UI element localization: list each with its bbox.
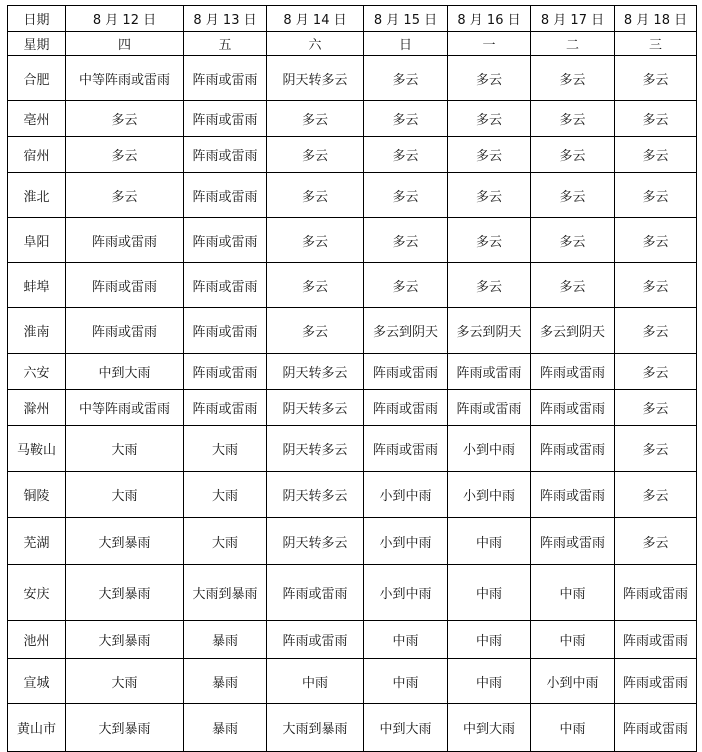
forecast-table-body xyxy=(8,6,697,752)
forecast-cell: 多云到阴天 xyxy=(531,308,615,354)
forecast-cell: 小到中雨 xyxy=(364,472,448,518)
city-name-cell: 芜湖 xyxy=(8,518,66,565)
weekday-header-cell: 四 xyxy=(66,32,184,56)
table-row xyxy=(8,173,697,218)
forecast-cell: 多云 xyxy=(615,101,697,137)
table-row xyxy=(8,101,697,137)
forecast-cell: 大雨 xyxy=(184,518,267,565)
forecast-cell: 中雨 xyxy=(448,659,531,704)
forecast-cell: 多云 xyxy=(615,354,697,390)
forecast-cell: 多云 xyxy=(531,56,615,101)
table-row xyxy=(8,354,697,390)
forecast-cell: 多云 xyxy=(448,218,531,263)
forecast-cell: 暴雨 xyxy=(184,659,267,704)
forecast-cell: 多云 xyxy=(615,263,697,308)
forecast-cell: 多云 xyxy=(615,472,697,518)
forecast-cell: 多云 xyxy=(364,173,448,218)
forecast-cell: 阴天转多云 xyxy=(267,390,364,426)
forecast-cell: 阵雨或雷雨 xyxy=(615,659,697,704)
forecast-cell: 中等阵雨或雷雨 xyxy=(66,56,184,101)
forecast-cell: 大雨到暴雨 xyxy=(267,704,364,752)
forecast-cell: 大到暴雨 xyxy=(66,565,184,621)
forecast-cell: 多云 xyxy=(364,101,448,137)
table-row xyxy=(8,659,697,704)
forecast-cell: 阵雨或雷雨 xyxy=(184,308,267,354)
forecast-cell: 多云 xyxy=(448,137,531,173)
forecast-cell: 多云 xyxy=(267,137,364,173)
forecast-cell: 中雨 xyxy=(448,518,531,565)
forecast-cell: 大雨 xyxy=(184,472,267,518)
city-name-cell: 滁州 xyxy=(8,390,66,426)
date-header-cell: 8 月 18 日 xyxy=(615,6,697,32)
forecast-cell: 多云 xyxy=(531,173,615,218)
forecast-cell: 阵雨或雷雨 xyxy=(364,390,448,426)
forecast-cell: 大雨 xyxy=(66,659,184,704)
date-header-cell: 8 月 16 日 xyxy=(448,6,531,32)
date-header-cell: 8 月 13 日 xyxy=(184,6,267,32)
forecast-cell: 阵雨或雷雨 xyxy=(184,218,267,263)
table-row xyxy=(8,621,697,659)
forecast-cell: 阵雨或雷雨 xyxy=(615,565,697,621)
city-name-cell: 合肥 xyxy=(8,56,66,101)
forecast-cell: 阵雨或雷雨 xyxy=(184,173,267,218)
forecast-cell: 小到中雨 xyxy=(448,426,531,472)
forecast-cell: 多云 xyxy=(615,426,697,472)
forecast-cell: 阵雨或雷雨 xyxy=(66,218,184,263)
forecast-cell: 多云 xyxy=(615,518,697,565)
table-row xyxy=(8,472,697,518)
header-row-dates xyxy=(8,6,697,32)
city-name-cell: 宣城 xyxy=(8,659,66,704)
forecast-cell: 阴天转多云 xyxy=(267,354,364,390)
forecast-cell: 阵雨或雷雨 xyxy=(448,390,531,426)
weekday-label-cell: 星期 xyxy=(8,32,66,56)
forecast-cell: 阵雨或雷雨 xyxy=(184,263,267,308)
forecast-cell: 中到大雨 xyxy=(66,354,184,390)
city-name-cell: 淮南 xyxy=(8,308,66,354)
city-name-cell: 安庆 xyxy=(8,565,66,621)
forecast-cell: 阵雨或雷雨 xyxy=(66,308,184,354)
forecast-cell: 中雨 xyxy=(531,565,615,621)
forecast-cell: 多云 xyxy=(267,308,364,354)
city-name-cell: 黄山市 xyxy=(8,704,66,752)
forecast-cell: 多云 xyxy=(448,56,531,101)
forecast-cell: 阵雨或雷雨 xyxy=(531,518,615,565)
forecast-cell: 阵雨或雷雨 xyxy=(531,354,615,390)
forecast-cell: 中等阵雨或雷雨 xyxy=(66,390,184,426)
forecast-cell: 阵雨或雷雨 xyxy=(184,354,267,390)
forecast-cell: 阴天转多云 xyxy=(267,518,364,565)
weekday-header-cell: 一 xyxy=(448,32,531,56)
forecast-cell: 小到中雨 xyxy=(364,565,448,621)
date-label-cell: 日期 xyxy=(8,6,66,32)
forecast-cell: 阵雨或雷雨 xyxy=(184,137,267,173)
forecast-cell: 阴天转多云 xyxy=(267,426,364,472)
forecast-cell: 中雨 xyxy=(267,659,364,704)
city-name-cell: 马鞍山 xyxy=(8,426,66,472)
forecast-cell: 多云 xyxy=(531,218,615,263)
forecast-cell: 多云 xyxy=(615,173,697,218)
table-row xyxy=(8,565,697,621)
forecast-cell: 小到中雨 xyxy=(531,659,615,704)
forecast-cell: 大到暴雨 xyxy=(66,621,184,659)
forecast-cell: 中雨 xyxy=(448,621,531,659)
forecast-cell: 多云 xyxy=(615,390,697,426)
weekday-header-cell: 日 xyxy=(364,32,448,56)
forecast-cell: 阵雨或雷雨 xyxy=(615,704,697,752)
weekday-header-cell: 三 xyxy=(615,32,697,56)
forecast-cell: 中雨 xyxy=(364,621,448,659)
forecast-cell: 多云 xyxy=(267,101,364,137)
city-name-cell: 淮北 xyxy=(8,173,66,218)
forecast-cell: 阵雨或雷雨 xyxy=(66,263,184,308)
forecast-cell: 多云 xyxy=(364,263,448,308)
forecast-cell: 多云 xyxy=(267,218,364,263)
table-row xyxy=(8,426,697,472)
forecast-cell: 大雨到暴雨 xyxy=(184,565,267,621)
forecast-cell: 阵雨或雷雨 xyxy=(531,472,615,518)
city-name-cell: 池州 xyxy=(8,621,66,659)
forecast-table-wrapper xyxy=(7,5,697,752)
forecast-cell: 多云 xyxy=(364,56,448,101)
forecast-cell: 阴天转多云 xyxy=(267,472,364,518)
date-header-cell: 8 月 14 日 xyxy=(267,6,364,32)
forecast-cell: 多云 xyxy=(531,263,615,308)
city-name-cell: 六安 xyxy=(8,354,66,390)
forecast-cell: 中雨 xyxy=(531,704,615,752)
forecast-cell: 多云 xyxy=(364,137,448,173)
city-name-cell: 阜阳 xyxy=(8,218,66,263)
forecast-cell: 多云 xyxy=(615,308,697,354)
forecast-cell: 中雨 xyxy=(531,621,615,659)
date-header-cell: 8 月 17 日 xyxy=(531,6,615,32)
forecast-cell: 小到中雨 xyxy=(448,472,531,518)
forecast-cell: 中到大雨 xyxy=(364,704,448,752)
forecast-cell: 阵雨或雷雨 xyxy=(267,621,364,659)
forecast-cell: 多云 xyxy=(615,56,697,101)
forecast-cell: 多云 xyxy=(531,137,615,173)
table-row xyxy=(8,263,697,308)
forecast-cell: 多云到阴天 xyxy=(448,308,531,354)
city-name-cell: 蚌埠 xyxy=(8,263,66,308)
forecast-cell: 大到暴雨 xyxy=(66,518,184,565)
weekday-header-cell: 二 xyxy=(531,32,615,56)
header-row-weekdays xyxy=(8,32,697,56)
forecast-cell: 阵雨或雷雨 xyxy=(615,621,697,659)
table-row xyxy=(8,218,697,263)
weather-forecast-table xyxy=(7,5,697,752)
city-name-cell: 宿州 xyxy=(8,137,66,173)
forecast-cell: 暴雨 xyxy=(184,621,267,659)
forecast-cell: 小到中雨 xyxy=(364,518,448,565)
forecast-cell: 暴雨 xyxy=(184,704,267,752)
forecast-cell: 阵雨或雷雨 xyxy=(448,354,531,390)
table-row xyxy=(8,704,697,752)
forecast-cell: 大雨 xyxy=(66,426,184,472)
forecast-cell: 多云 xyxy=(267,263,364,308)
forecast-cell: 阵雨或雷雨 xyxy=(364,354,448,390)
forecast-cell: 多云 xyxy=(615,218,697,263)
forecast-cell: 多云 xyxy=(615,137,697,173)
forecast-cell: 阵雨或雷雨 xyxy=(531,390,615,426)
forecast-cell: 多云到阴天 xyxy=(364,308,448,354)
forecast-cell: 多云 xyxy=(448,101,531,137)
forecast-cell: 阵雨或雷雨 xyxy=(184,101,267,137)
table-row xyxy=(8,56,697,101)
table-row xyxy=(8,308,697,354)
forecast-cell: 多云 xyxy=(448,173,531,218)
weekday-header-cell: 六 xyxy=(267,32,364,56)
table-row xyxy=(8,137,697,173)
forecast-cell: 阵雨或雷雨 xyxy=(184,390,267,426)
forecast-cell: 多云 xyxy=(66,173,184,218)
date-header-cell: 8 月 15 日 xyxy=(364,6,448,32)
forecast-cell: 大雨 xyxy=(184,426,267,472)
date-header-cell: 8 月 12 日 xyxy=(66,6,184,32)
forecast-cell: 阵雨或雷雨 xyxy=(267,565,364,621)
forecast-cell: 阴天转多云 xyxy=(267,56,364,101)
city-name-cell: 铜陵 xyxy=(8,472,66,518)
forecast-cell: 多云 xyxy=(66,137,184,173)
table-row xyxy=(8,518,697,565)
forecast-cell: 中雨 xyxy=(364,659,448,704)
forecast-cell: 阵雨或雷雨 xyxy=(184,56,267,101)
forecast-cell: 中到大雨 xyxy=(448,704,531,752)
forecast-cell: 中雨 xyxy=(448,565,531,621)
forecast-cell: 多云 xyxy=(267,173,364,218)
forecast-cell: 阵雨或雷雨 xyxy=(364,426,448,472)
forecast-cell: 多云 xyxy=(531,101,615,137)
table-row xyxy=(8,390,697,426)
forecast-cell: 多云 xyxy=(364,218,448,263)
weekday-header-cell: 五 xyxy=(184,32,267,56)
forecast-cell: 多云 xyxy=(448,263,531,308)
city-name-cell: 亳州 xyxy=(8,101,66,137)
forecast-cell: 多云 xyxy=(66,101,184,137)
forecast-cell: 阵雨或雷雨 xyxy=(531,426,615,472)
forecast-cell: 大雨 xyxy=(66,472,184,518)
forecast-cell: 大到暴雨 xyxy=(66,704,184,752)
